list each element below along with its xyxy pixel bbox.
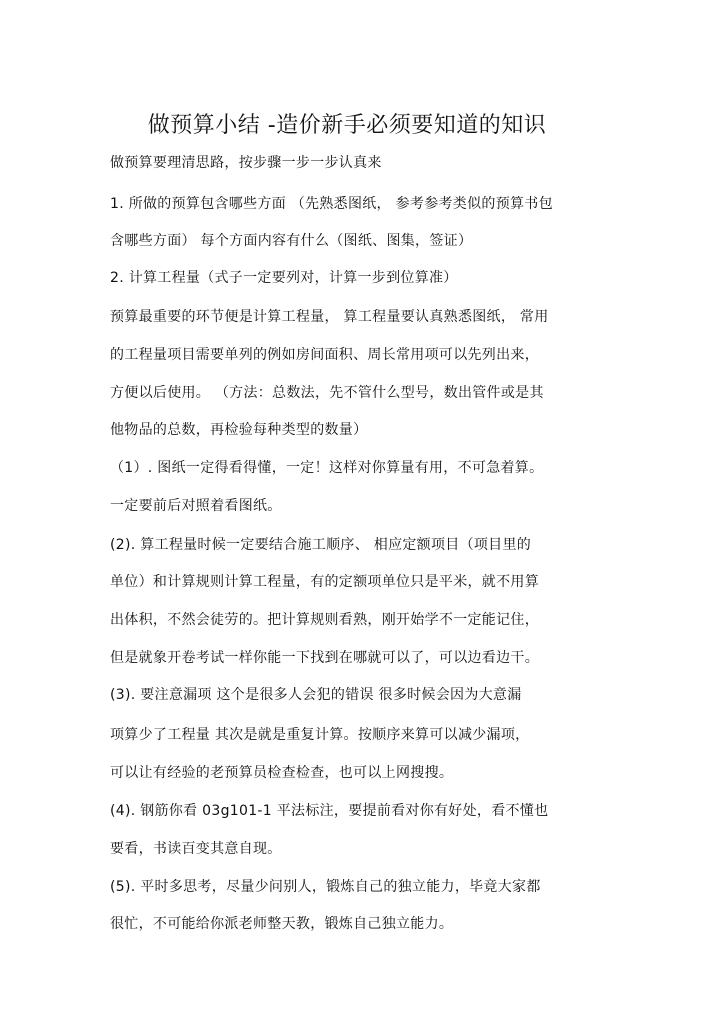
paragraph-line: （1）. 图纸一定得看得懂，一定！这样对你算量有用，不可急着算。 — [110, 460, 544, 476]
paragraph-line: (2). 算工程量时候一定要结合施工顺序、 相应定额项目（项目里的 — [110, 537, 532, 553]
paragraph-line: 项算少了工程量 其次是就是重复计算。按顺序来算可以减少漏项， — [110, 727, 530, 743]
paragraph-line: 可以让有经验的老预算员检查检查，也可以上网搜搜。 — [110, 765, 454, 781]
paragraph-line: 方便以后使用。 （方法：总数法，先不管什么型号，数出管件或是其 — [110, 385, 544, 401]
paragraph-line: 1. 所做的预算包含哪些方面 （先熟悉图纸， 参考参考类似的预算书包 — [110, 196, 553, 212]
paragraph-line: 预算最重要的环节便是计算工程量， 算工程量要认真熟悉图纸， 常用 — [110, 309, 549, 325]
paragraph-line: 的工程量项目需要单列的例如房间面积、周长常用项可以先列出来， — [110, 347, 539, 363]
paragraph-line: 单位）和计算规则计算工程量，有的定额项单位只是平米，就不用算 — [110, 574, 539, 590]
paragraph-line: 很忙，不可能给你派老师整天教，锻炼自己独立能力。 — [110, 916, 454, 932]
paragraph-line: (3). 要注意漏项 这个是很多人会犯的错误 很多时候会因为大意漏 — [110, 687, 522, 703]
paragraph-line: 他物品的总数，再检验每种类型的数量） — [110, 422, 368, 438]
paragraph-line: 2. 计算工程量（式子一定要列对，计算一步到位算准） — [110, 270, 458, 286]
paragraph-line: 要看，书读百变其意自现。 — [110, 841, 282, 857]
document-title: 做预算小结 -造价新手必须要知道的知识 — [147, 113, 547, 138]
paragraph-line: 一定要前后对照着看图纸。 — [110, 498, 282, 514]
paragraph-line: 含哪些方面） 每个方面内容有什么（图纸、图集，签证） — [110, 233, 473, 249]
paragraph-line: (5). 平时多思考，尽量少问别人，锻炼自己的独立能力，毕竟大家都 — [110, 879, 541, 895]
paragraph-line: (4). 钢筋你看 03g101-1 平法标注，要提前看对你有好处，看不懂也 — [110, 803, 549, 819]
paragraph-line: 出体积，不然会徒劳的。把计算规则看熟，刚开始学不一定能记住， — [110, 612, 539, 628]
paragraph-line: 但是就象开卷考试一样你能一下找到在哪就可以了，可以边看边干。 — [110, 650, 539, 666]
paragraph-line: 做预算要理清思路，按步骤一步一步认真来 — [110, 155, 382, 171]
